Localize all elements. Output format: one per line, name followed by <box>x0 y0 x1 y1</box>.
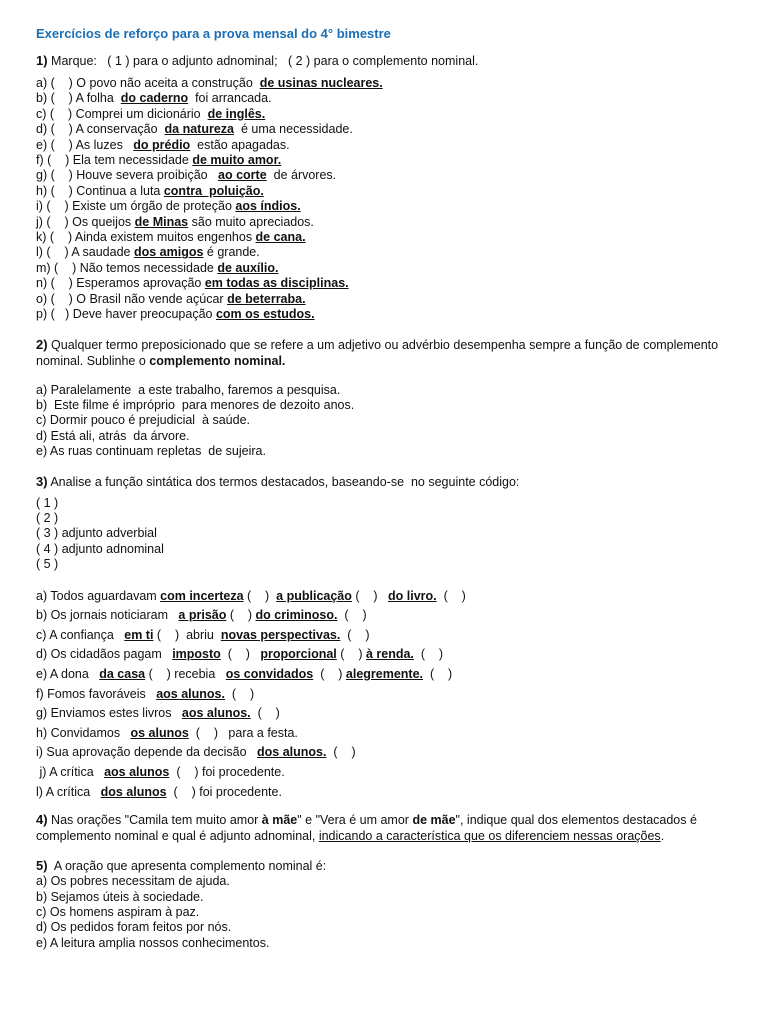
highlighted-term: em ti <box>124 627 154 642</box>
highlighted-term: do prédio <box>133 137 191 152</box>
question-3-codes <box>36 496 732 573</box>
exercise-item <box>36 307 732 322</box>
item-text: são muito apreciados. <box>188 214 314 229</box>
question-4-prompt: 4) Nas orações "Camila tem muito amor à mãe" e "Vera é um amor de mãe", indique qual dos elementos destacados é complemento nominal e qual é adjunto adnominal, indicando a característica que os diferenciem nessas orações. <box>36 812 701 844</box>
highlighted-term: aos alunos. <box>156 686 225 701</box>
highlighted-term: novas perspectivas. <box>220 627 341 642</box>
exercise-item <box>36 245 732 260</box>
item-text: ( ) <box>337 608 367 623</box>
highlighted-term: a publicação <box>276 588 352 603</box>
code-item: ( 4 ) adjunto adnominal <box>36 541 164 556</box>
exercise-item <box>36 276 732 291</box>
item-text: e) A dona <box>36 666 100 681</box>
item-text: ( ) <box>313 666 346 681</box>
question-1-items <box>36 76 732 323</box>
exercise-item <box>36 606 732 626</box>
code-item: ( 2 ) <box>36 510 59 525</box>
exercise-item <box>36 587 732 607</box>
question-5-prompt: 5) A oração que apresenta complemento nominal é: <box>36 858 327 874</box>
item-text: ( ) <box>413 647 444 662</box>
exercise-item <box>36 704 732 724</box>
item-text: f) Fomos favoráveis <box>36 686 157 701</box>
item-text: ( ) <box>351 588 389 603</box>
highlighted-term: da natureza <box>164 122 234 137</box>
highlighted-term: ao corte <box>218 168 267 183</box>
item-text: ( ) <box>220 647 261 662</box>
highlighted-term: do livro. <box>388 588 437 603</box>
item-text: c) ( ) Comprei um dicionário <box>36 106 208 121</box>
exercise-item <box>36 665 732 685</box>
item-text: c) A confiança <box>36 627 125 642</box>
highlighted-term: de inglês. <box>207 106 266 121</box>
highlighted-term: contra poluição. <box>163 183 264 198</box>
item-text: ( ) <box>326 745 356 760</box>
item-text: ( ) foi procedente. <box>169 764 285 779</box>
exercise-item <box>36 199 732 214</box>
highlighted-term: do criminoso. <box>255 608 338 623</box>
highlighted-term: os convidados <box>225 666 314 681</box>
highlighted-term: em todas as disciplinas. <box>204 276 349 291</box>
answer-option: d) Os pedidos foram feitos por nós. <box>36 920 232 935</box>
highlighted-term: aos alunos. <box>181 706 251 721</box>
highlighted-term: do caderno <box>120 91 189 106</box>
exercise-item <box>36 184 732 199</box>
exercise-item <box>36 107 732 122</box>
highlighted-term: com incerteza <box>160 588 244 603</box>
code-item: ( 3 ) adjunto adverbial <box>36 526 157 541</box>
item-text: ( ) <box>250 706 280 721</box>
question-1-prompt: 1) Marque: ( 1 ) para o adjunto adnominal; ( 2 ) para o complemento nominal. <box>36 53 479 68</box>
item-text: h) Convidamos <box>36 725 131 740</box>
exercise-item <box>36 292 732 307</box>
item-text: f) ( ) Ela tem necessidade <box>36 153 193 168</box>
code-item: ( 5 ) <box>36 557 59 572</box>
highlighted-term: de usinas nucleares. <box>259 76 383 90</box>
item-text: ( ) abriu <box>153 627 221 642</box>
highlighted-term: de beterraba. <box>227 291 306 306</box>
item-text: ( ) recebia <box>145 666 226 681</box>
exercise-item <box>36 783 732 803</box>
question-number: 2) <box>36 336 48 352</box>
item-text: i) ( ) Existe um órgão de proteção <box>36 199 236 214</box>
exercise-item <box>36 626 732 646</box>
item-text: ( ) <box>243 588 277 603</box>
question-5 <box>36 858 732 951</box>
document-title: Exercícios de reforço para a prova mensal do 4° bimestre <box>36 26 391 41</box>
exercise-item: c) Dormir pouco é prejudicial à saúde. <box>36 413 250 428</box>
highlighted-term: aos alunos <box>104 764 170 779</box>
exercise-item: e) As ruas continuam repletas de sujeira. <box>36 444 266 459</box>
item-text: de árvores. <box>266 168 337 183</box>
item-text: estão apagadas. <box>190 137 290 152</box>
question-number: 4) <box>36 812 48 828</box>
exercise-item <box>36 685 732 705</box>
item-text: j) ( ) Os queijos <box>36 214 135 229</box>
item-text: e) ( ) As luzes <box>36 137 134 152</box>
question-1 <box>36 53 732 323</box>
highlighted-term: proporcional <box>260 647 337 662</box>
item-text: k) ( ) Ainda existem muitos engenhos <box>36 230 256 245</box>
item-text: é uma necessidade. <box>234 122 353 137</box>
item-text: a) ( ) O povo não aceita a construção <box>36 76 260 90</box>
highlighted-term: dos alunos <box>100 784 167 799</box>
exercise-item: d) Está ali, atrás da árvore. <box>36 428 190 443</box>
item-text: o) ( ) O Brasil não vende açúcar <box>36 291 228 306</box>
item-text: m) ( ) Não temos necessidade <box>36 260 218 275</box>
highlighted-term: de muito amor. <box>192 153 282 168</box>
question-5-items <box>36 874 732 951</box>
item-text: g) ( ) Houve severa proibição <box>36 168 219 183</box>
exercise-item <box>36 261 732 276</box>
highlighted-term: os alunos <box>130 725 189 740</box>
highlighted-term: com os estudos. <box>215 307 315 322</box>
exercise-item <box>36 230 732 245</box>
question-2-prompt: 2) Qualquer termo preposicionado que se refere a um adjetivo ou advérbio desempenha sempre a função de complemento nominal. Sublinhe o complemento nominal. <box>36 336 722 368</box>
exercise-item <box>36 76 732 91</box>
question-number: 5) <box>36 858 48 874</box>
exercise-item <box>36 215 732 230</box>
item-text: p) ( ) Deve haver preocupação <box>36 307 216 322</box>
exercise-item <box>36 743 732 763</box>
item-text: ( ) <box>436 588 466 603</box>
item-text: i) Sua aprovação depende da decisão <box>36 745 257 760</box>
question-number: 1) <box>36 53 48 68</box>
answer-option: e) A leitura amplia nossos conhecimentos. <box>36 935 270 950</box>
item-text: foi arrancada. <box>188 91 272 106</box>
answer-option: b) Sejamos úteis à sociedade. <box>36 889 204 904</box>
highlighted-term: imposto <box>172 647 221 662</box>
question-3 <box>36 474 732 803</box>
item-text: ( ) foi procedente. <box>166 784 282 799</box>
exercise-item <box>36 168 732 183</box>
question-3-prompt: 3) Analise a função sintática dos termos destacados, baseando-se no seguinte código: <box>36 473 520 489</box>
item-text: g) Enviamos estes livros <box>36 706 182 721</box>
highlighted-term: de auxílio. <box>217 260 279 275</box>
exercise-item <box>36 153 732 168</box>
item-text: l) ( ) A saudade <box>36 245 134 260</box>
exercise-item: b) Este filme é impróprio para menores de dezoito anos. <box>36 397 355 412</box>
highlighted-term: aos índios. <box>235 199 301 214</box>
item-text: j) A crítica <box>36 764 105 779</box>
item-text: ( ) <box>340 627 370 642</box>
code-item: ( 1 ) <box>36 495 59 510</box>
question-3-items <box>36 587 732 803</box>
exercise-item: a) Paralelamente a este trabalho, faremos a pesquisa. <box>36 382 341 397</box>
exercise-item <box>36 645 732 665</box>
exercise-item <box>36 724 732 744</box>
question-number: 3) <box>36 473 48 489</box>
exercise-item <box>36 122 732 137</box>
item-text: d) ( ) A conservação <box>36 122 165 137</box>
item-text: é grande. <box>203 245 260 260</box>
item-text: ( ) <box>423 666 453 681</box>
item-text: b) ( ) A folha <box>36 91 121 106</box>
item-text: h) ( ) Continua a luta <box>36 183 164 198</box>
exercise-item <box>36 91 732 106</box>
exercise-item <box>36 138 732 153</box>
highlighted-term: à renda. <box>365 647 414 662</box>
item-text: ( ) <box>226 608 256 623</box>
item-text: ( ) <box>224 686 255 701</box>
highlighted-term: da casa <box>99 666 146 681</box>
highlighted-term: dos amigos <box>133 245 204 260</box>
item-text: ( ) <box>336 647 366 662</box>
highlighted-term: de cana. <box>255 230 306 245</box>
answer-option: c) Os homens aspiram à paz. <box>36 904 200 919</box>
item-text: ( ) para a festa. <box>188 725 298 740</box>
item-text: l) A crítica <box>36 784 101 799</box>
highlighted-term: de Minas <box>134 214 189 229</box>
question-4 <box>36 812 732 844</box>
question-2 <box>36 337 732 460</box>
item-text: b) Os jornais noticiaram <box>36 608 179 623</box>
exercise-item <box>36 763 732 783</box>
highlighted-term: a prisão <box>178 608 227 623</box>
answer-option: a) Os pobres necessitam de ajuda. <box>36 874 230 889</box>
highlighted-term: dos alunos. <box>257 745 327 760</box>
item-text: n) ( ) Esperamos aprovação <box>36 276 205 291</box>
question-2-items <box>36 383 732 460</box>
item-text: d) Os cidadãos pagam <box>36 647 173 662</box>
item-text: a) Todos aguardavam <box>36 588 161 603</box>
highlighted-term: alegremente. <box>345 666 424 681</box>
